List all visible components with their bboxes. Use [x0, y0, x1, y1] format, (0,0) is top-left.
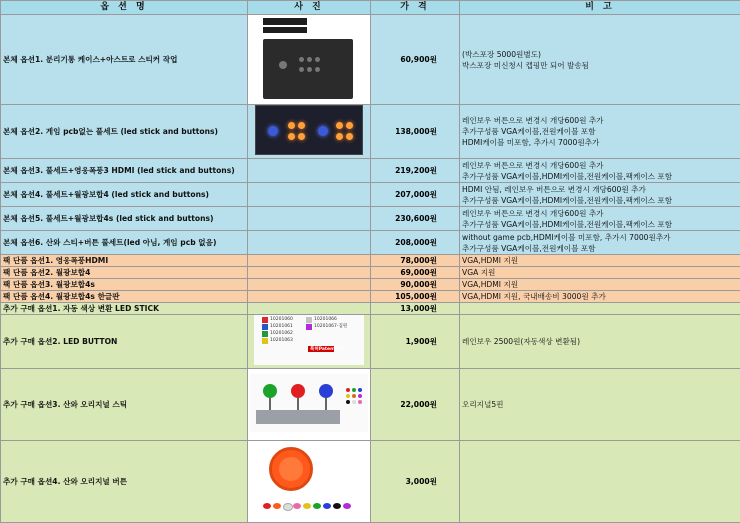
- option-name: 추가 구매 옵션4. 산와 오리지널 버튼: [1, 441, 248, 523]
- option-remarks: VGA 지원: [460, 267, 740, 279]
- option-price: 13,000원: [371, 303, 460, 315]
- option-name: 본체 옵션3. 풀세트+영웅폭풍3 HDMI (led stick and buttons): [1, 159, 248, 183]
- option-photo: [248, 303, 371, 315]
- option-remarks: VGA,HDMI 지원: [460, 255, 740, 267]
- option-name: 본체 옵션4. 풀세트+월광보합4 (led stick and buttons): [1, 183, 248, 207]
- option-price: 3,000원: [371, 441, 460, 523]
- option-name: 추가 구매 옵션3. 산와 오리지널 스틱: [1, 369, 248, 441]
- option-photo: [248, 105, 371, 159]
- header-remarks: 비 고: [460, 1, 740, 15]
- option-photo: [248, 231, 371, 255]
- option-photo: [248, 183, 371, 207]
- option-name: 팩 단품 옵션4. 월광보합4s 한글판: [1, 291, 248, 303]
- option-photo: [248, 255, 371, 267]
- table-row: [1, 159, 740, 183]
- remark-line: (박스포장 5000원별도): [462, 49, 738, 60]
- option-price: 105,000원: [371, 291, 460, 303]
- header-photo: 사 진: [248, 1, 371, 15]
- table-row: [1, 291, 740, 303]
- table-row: [1, 255, 740, 267]
- remark-line: 추가구성품 VGA케이블,HDMI케이블,전원케이블,팩케이스 포함: [462, 219, 738, 230]
- remark-line: 추가구성품 VGA케이블,전원케이블 포함: [462, 126, 738, 137]
- option-price: 230,600원: [371, 207, 460, 231]
- table-row: [1, 231, 740, 255]
- option-price: 138,000원: [371, 105, 460, 159]
- option-remarks: [460, 105, 740, 159]
- table-row: [1, 303, 740, 315]
- option-remarks: VGA,HDMI 지원: [460, 279, 740, 291]
- led-code: 10201062: [270, 331, 293, 337]
- led-button-photo: [254, 315, 364, 365]
- option-remarks: [460, 303, 740, 315]
- remark-line: 박스포장 미신청시 캡핑만 되어 발송됨: [462, 60, 738, 71]
- table-row: [1, 441, 740, 523]
- remark-line: 레인보우 버튼으로 변경시 개당600원 추가: [462, 115, 738, 126]
- option-remarks: [460, 183, 740, 207]
- header-row: [1, 1, 740, 15]
- option-photo: [248, 207, 371, 231]
- table-row: [1, 105, 740, 159]
- remark-line: 추가구성품 VGA케이블,전원케이블 포함: [462, 243, 738, 254]
- option-name: 추가 구매 옵션2. LED BUTTON: [1, 315, 248, 369]
- option-price: 78,000원: [371, 255, 460, 267]
- option-photo: [248, 441, 371, 523]
- option-price: 207,000원: [371, 183, 460, 207]
- option-name: 본체 옵션5. 풀세트+월광보합4s (led stick and buttons): [1, 207, 248, 231]
- option-name: 본체 옵션1. 분리기통 케이스+아스트로 스티커 작업: [1, 15, 248, 105]
- option-name: 본체 옵션2. 게임 pcb없는 풀세트 (led stick and buttons): [1, 105, 248, 159]
- option-price: 1,900원: [371, 315, 460, 369]
- table-row: [1, 15, 740, 105]
- table-row: [1, 267, 740, 279]
- option-name: 본체 옵션6. 산와 스티+버튼 풀세트(led 아님, 게임 pcb 없음): [1, 231, 248, 255]
- option-price: 60,900원: [371, 15, 460, 105]
- option-price: 208,000원: [371, 231, 460, 255]
- arcade-case-photo: [259, 15, 359, 101]
- led-code: 10201061: [270, 324, 293, 330]
- option-remarks: [460, 207, 740, 231]
- header-price: 가 격: [371, 1, 460, 15]
- option-remarks: [460, 159, 740, 183]
- remark-line: 레인보우 버튼으로 변경시 개당600원 추가: [462, 160, 738, 171]
- table-row: [1, 207, 740, 231]
- table-row: [1, 279, 740, 291]
- option-remarks: [460, 231, 740, 255]
- remark-line: 추가구성품 VGA케이블,HDMI케이블,전원케이블,팩케이스 포함: [462, 171, 738, 182]
- remark-line: 추가구성품 VGA케이블,HDMI케이블,전원케이블,팩케이스 포함: [462, 195, 738, 206]
- led-code: 10201066: [314, 317, 337, 323]
- option-photo: [248, 159, 371, 183]
- remark-line: HDMI 안됨, 레인보우 버튼으로 변경시 개당600원 추가: [462, 184, 738, 195]
- option-photo: [248, 267, 371, 279]
- header-option-name: 옵 션 명: [1, 1, 248, 15]
- option-photo: [248, 369, 371, 441]
- option-name: 팩 단품 옵션3. 월광보합4s: [1, 279, 248, 291]
- table-row: [1, 183, 740, 207]
- table-row: [1, 369, 740, 441]
- option-photo: [248, 279, 371, 291]
- option-remarks: [460, 441, 740, 523]
- remark-line: 레인보우 버튼으로 변경시 개당600원 추가: [462, 208, 738, 219]
- led-fullset-photo: [255, 105, 363, 155]
- table-row: [1, 315, 740, 369]
- patent-label: 특허Patent NO: [310, 347, 345, 353]
- option-name: 팩 단품 옵션1. 영웅폭풍HDMI: [1, 255, 248, 267]
- option-name: 팩 단품 옵션2. 월광보합4: [1, 267, 248, 279]
- remark-line: HDMI케이블 미포함, 추가시 7000원추가: [462, 137, 738, 148]
- sanwa-stick-photo: [250, 374, 368, 432]
- option-price: 22,000원: [371, 369, 460, 441]
- option-remarks: [460, 15, 740, 105]
- option-price: 219,200원: [371, 159, 460, 183]
- option-photo: [248, 291, 371, 303]
- led-code: 10201060: [270, 317, 293, 323]
- option-price: 90,000원: [371, 279, 460, 291]
- option-price: 69,000원: [371, 267, 460, 279]
- option-remarks: 레인보우 2500원(자동색상 변환됨): [460, 315, 740, 369]
- remark-line: without game pcb,HDMI케이블 미포함, 추가시 7000원추가: [462, 232, 738, 243]
- led-code: 10201063: [270, 338, 293, 344]
- option-photo: [248, 15, 371, 105]
- option-remarks: 오리지널5핀: [460, 369, 740, 441]
- led-code: 10201067-칩원: [314, 324, 347, 330]
- option-name: 추가 구매 옵션1. 자동 색상 변환 LED STICK: [1, 303, 248, 315]
- option-photo: [248, 315, 371, 369]
- option-remarks: VGA,HDMI 지원, 국내배송비 3000원 추가: [460, 291, 740, 303]
